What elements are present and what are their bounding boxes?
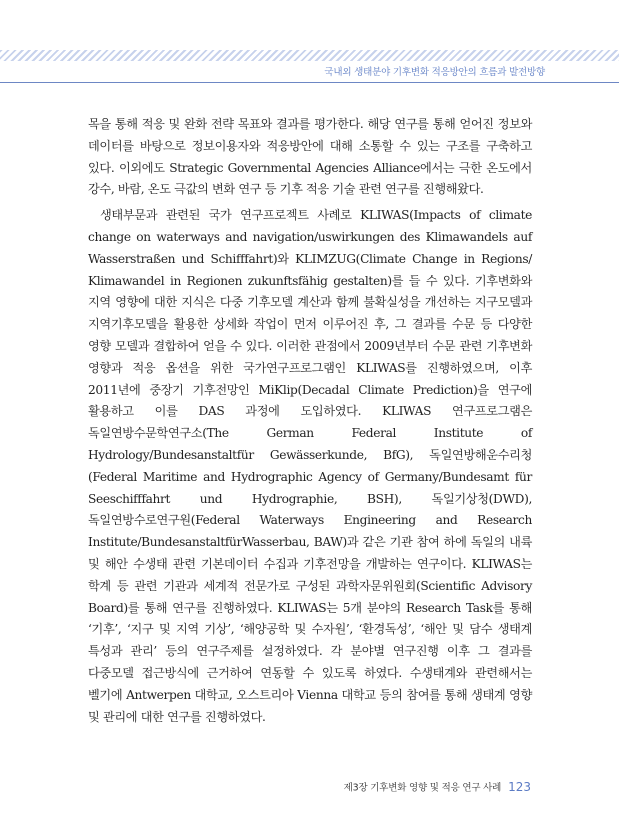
paragraph-2: 생태부문과 관련된 국가 연구프로젝트 사례로 KLIWAS(Impacts of climate change on waterways and navigation/uswirkungen des Klimawandels auf Wasserstraßen und Schifffahrt)와 KLIMZUG(Climate Change in Regions/ Klimawandel in Regionen zukunftsfähig gestalten)를 들 수 있다. 기후변화와 지역 영향에 대한 지식은 다중 기후모델 계산과 함께 불확실성을 개선하는 지구모델과 지역기후모델을 활용한 상세화 작업이 먼저 이루어진 후, 그 결과를 수문 등 다양한 영향 모델과 결합하여 얻을 수 있다. 이러한 관점에서 2009년부터 수문 관련 기후변화 영향과 적응 옵션을 위한 국가연구프로그램인 KLIWAS를 진행하였으며, 이후 2011년에 중장기 기후전망인 MiKlip(Decadal Climate Prediction)을 연구에 활용하고 이를 DAS 과정에 도입하였다. KLIWAS 연구프로그램은 독일연방수문학연구소(The German Federal Institute of Hydrology/Bundesanstaltfür Gewässerkunde, BfG), 독일연방해운수리청(Federal Maritime and Hydrographic Agency of Germany/Bundesamt für Seeschifffahrt und Hydrographie, BSH), 독일기상청(DWD), 독일연방수로연구원(Federal Waterways Engineering and Research Institute/BundesanstaltfürWasserbau, BAW)과 같은 기관 참여 하에 독일의 내륙 및 해안 수생태 관련 기본데이터 수집과 기후전망을 개발하는 연구이다. KLIWAS는 학계 등 관련 기관과 세계적 전문가로 구성된 과학자문위원회(Scientific Advisory Board)를 통해 연구를 진행하였다. KLIWAS는 5개 분야의 Research Task를 통해 ‘기후’, ‘지구 및 지역 기상’, ‘해양공학 및 수자원’, ‘환경독성’, ‘해안 및 담수 생태계 특성과 관리’ 등의 연구주제를 설정하였다. 각 분야별 연구진행 이후 그 결과를 다중모델 접근방식에 근거하여 연동할 수 있도록 하였다. 수생태계와 관련해서는 벨기에 Antwerpen 대학교, 오스트리아 Vienna 대학교 등의 참여를 통해 생태계 영향 및 관리에 대한 연구를 진행하였다. — [88, 208, 532, 724]
page-footer — [344, 776, 531, 795]
header-divider — [0, 82, 619, 83]
footer-chapter-label: 제3장 기후변화 영향 및 적응 연구 사례 — [343, 782, 502, 794]
body-text — [88, 114, 532, 728]
running-header-title: 국내외 생태분야 기후변화 적응방안의 흐름과 발전방향 — [324, 67, 545, 78]
header-stripe-decoration — [0, 50, 619, 61]
paragraph-1: 목을 통해 적응 및 완화 전략 목표와 결과를 평가한다. 해당 연구를 통해 얻어진 정보와 데이터를 바탕으로 정보이용자와 적응방안에 대해 소통할 수 있는 구조를 구축하고 있다. 이외에도 Strategic Governmental Agencies Alliance에서는 극한 온도에서 강수, 바람, 온도 극값의 변화 연구 등 기후 적응 기술 관련 연구를 진행해왔다. — [88, 117, 532, 197]
page-number: 123 — [508, 779, 531, 794]
